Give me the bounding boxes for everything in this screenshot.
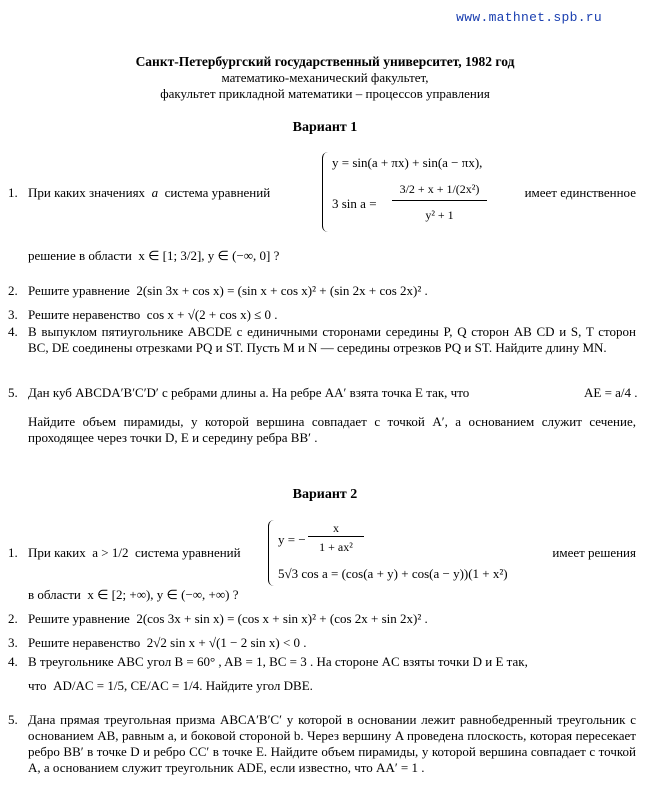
problem-4-line-1: В треугольнике ABC угол B = 60° , AB = 1, BC = 3 . На стороне AC взяты точки D и E так, xyxy=(28,654,528,669)
variant-1-title: Вариант 1 xyxy=(292,120,358,135)
problem-2: Решите уравнение 2(sin 3x + cos x) = (sin x + cos x)² + (sin 2x + cos 2x)² . xyxy=(28,283,428,298)
problem-number: 4. xyxy=(8,324,18,339)
problem-1-tail: имеет единственное xyxy=(524,185,636,200)
problem-5-line-1: Дан куб ABCDA′B′C′D′ с ребрами длины a. На ребре AA′ взята точка E так, что xyxy=(28,385,470,400)
problem-number: 5. xyxy=(8,385,18,400)
problem-3: Решите неравенство cos x + √(2 + cos x) ≤ 0 . xyxy=(28,307,278,322)
header-line-2: математико-механический факультет, xyxy=(221,70,429,85)
problem-1-lead: При каких a > 1/2 система уравнений xyxy=(28,545,241,560)
problem-number: 1. xyxy=(8,545,18,560)
header-line-3: факультет прикладной математики – процессов управления xyxy=(160,86,490,101)
problem-3: Решите неравенство 2√2 sin x + √(1 − 2 sin x) < 0 . xyxy=(28,635,307,650)
problem-4: В выпуклом пятиугольнике ABCDE с единичными сторонами середины P, Q сторон AB CD и S, T сторон BC, DE соединены отрезками PQ и ST. Пусть M и N — середины отрезков PQ и ST. Найдите длину MN. xyxy=(28,324,636,355)
problem-number: 2. xyxy=(8,611,18,626)
problem-1-domain: в области x ∈ [2; +∞), y ∈ (−∞, +∞) ? xyxy=(28,587,239,602)
system-equation-1: y = − x 1 + ax² xyxy=(278,520,398,556)
problem-number: 5. xyxy=(8,712,18,727)
problem-5: Дана прямая треугольная призма ABCA′B′C′ у которой в основании лежит равнобедренный треугольник с основанием AB, равным a, и боковой стороной b. Через вершину A проведена плоскость, которая пересекает ребро BB′ в точке D и ребро CC′ в точке E. Найдите объем пирамиды, у которой вершина совпадает с точкой A, а основанием служит треугольник ADE, если известно, что AA′ = 1 . xyxy=(28,712,636,775)
system-equation-2: 3 sin a = 3/2 + x + 1/(2x²) y² + 1 xyxy=(332,178,492,230)
problem-number: 4. xyxy=(8,654,18,669)
problem-1-domain: решение в области x ∈ [1; 3/2], y ∈ (−∞, 0] ? xyxy=(28,248,280,263)
header-title: Санкт-Петербургский государственный университет, 1982 год xyxy=(135,54,515,69)
problem-number: 1. xyxy=(8,185,18,200)
system-brace xyxy=(268,520,275,586)
problem-1-tail: имеет решения xyxy=(552,545,636,560)
system-equation-1: y = sin(a + πx) + sin(a − πx), xyxy=(332,155,483,170)
problem-number: 2. xyxy=(8,283,18,298)
variant-2-title: Вариант 2 xyxy=(292,487,358,502)
problem-1-lead: При каких значениях a система уравнений xyxy=(28,185,271,200)
system-brace xyxy=(322,152,329,232)
problem-5-line-2: Найдите объем пирамиды, у которой вершина совпадает с точкой A′, а основанием служит сечение, проходящее через точки D, E и середину ребра BB′ . xyxy=(28,414,636,445)
site-url-link[interactable]: www.mathnet.spb.ru xyxy=(456,10,602,25)
system-equation-2: 5√3 cos a = (cos(a + y) + cos(a − y))(1 + x²) xyxy=(278,566,508,581)
problem-number: 3. xyxy=(8,635,18,650)
problem-number: 3. xyxy=(8,307,18,322)
problem-2: Решите уравнение 2(cos 3x + sin x) = (cos x + sin x)² + (cos 2x + sin 2x)² . xyxy=(28,611,428,626)
problem-4-line-2: что AD/AC = 1/5, CE/AC = 1/4. Найдите угол DBE. xyxy=(28,678,313,693)
problem-5-formula: AE = a/4 . xyxy=(584,385,638,400)
